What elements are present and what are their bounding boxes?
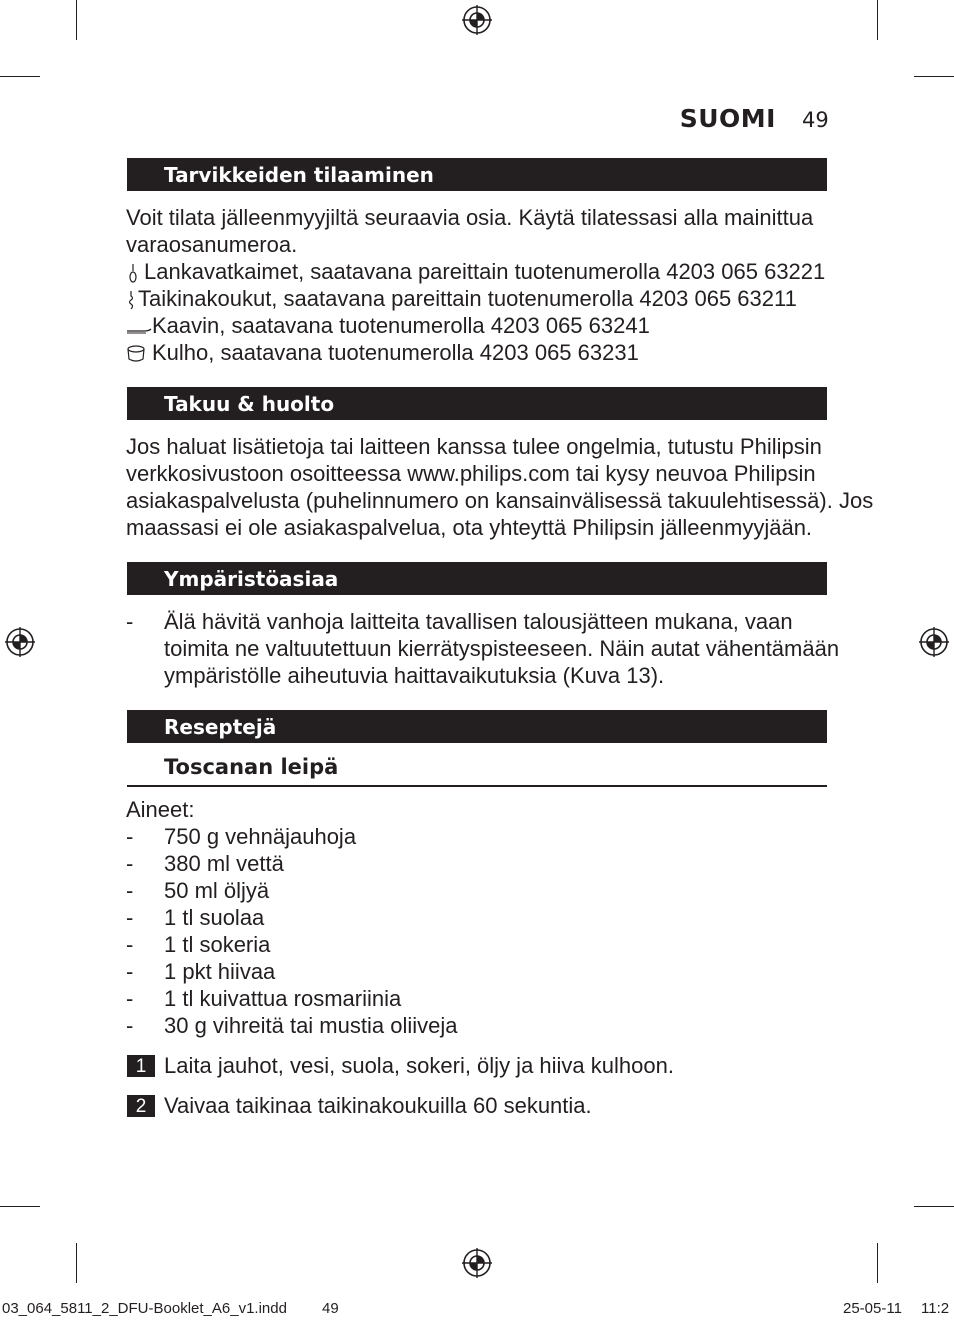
ingredient-item: 750 g vehnäjauhoja <box>164 824 357 849</box>
list-dash: - <box>126 1013 134 1038</box>
step-number: 1 <box>127 1055 155 1077</box>
footer-time: 11:2 <box>921 1300 950 1317</box>
list-item-text: Kulho, saatavana tuotenumerolla 4203 065 63231 <box>152 340 639 365</box>
section-title: Ympäristöasiaa <box>164 567 339 591</box>
ingredient-item: 380 ml vettä <box>164 851 284 876</box>
list-item <box>126 312 650 339</box>
paragraph-line: asiakaspalvelusta (puhelinnumero on kansainvälisessä takuulehtisessä). Jos <box>126 488 874 513</box>
dough-hook-icon <box>126 290 136 310</box>
paragraph-line: varaosanumeroa. <box>126 232 298 257</box>
registration-mark-icon <box>462 1248 492 1278</box>
ingredient-item: 1 tl kuivattua rosmariinia <box>164 986 402 1011</box>
crop-mark <box>76 1243 77 1283</box>
crop-mark <box>76 0 77 40</box>
list-dash: - <box>126 824 134 849</box>
list-item-text: Kaavin, saatavana tuotenumerolla 4203 065 63241 <box>152 313 650 338</box>
list-dash: - <box>126 878 134 903</box>
footer-date: 25-05-11 <box>843 1300 902 1317</box>
registration-mark-icon <box>5 627 35 657</box>
list-item-text: Lankavatkaimet, saatavana pareittain tuotenumerolla 4203 065 63221 <box>144 259 826 284</box>
list-item <box>126 258 825 285</box>
ingredient-item: 1 tl suolaa <box>164 905 265 930</box>
registration-mark-icon <box>919 627 949 657</box>
section-title: Takuu & huolto <box>164 392 335 416</box>
footer-file-page: 49 <box>322 1300 339 1317</box>
step-number: 2 <box>127 1095 155 1117</box>
section-title: Reseptejä <box>164 715 277 739</box>
bowl-icon <box>126 344 146 364</box>
paragraph-line: toimita ne valtuutettuun kierrätyspisteeseen. Näin autat vähentämään <box>164 636 840 661</box>
list-dash: - <box>126 609 134 634</box>
section-header-environment <box>127 562 827 595</box>
recipe-title-text: Toscanan leipä <box>164 755 339 779</box>
list-dash: - <box>126 905 134 930</box>
crop-mark <box>877 0 878 40</box>
ingredient-item: 1 pkt hiivaa <box>164 959 276 984</box>
list-dash: - <box>126 959 134 984</box>
paragraph-line: verkkosivustoon osoitteessa www.philips.com tai kysy neuvoa Philipsin <box>126 461 816 486</box>
paragraph-line: Voit tilata jälleenmyyjiltä seuraavia osia. Käytä tilatessasi alla mainittua <box>126 205 814 230</box>
spatula-icon <box>126 319 152 335</box>
ingredient-item: 1 tl sokeria <box>164 932 271 957</box>
footer-file-name: 03_064_5811_2_DFU-Booklet_A6_v1.indd <box>2 1300 287 1317</box>
crop-mark <box>914 76 954 77</box>
recipe-step <box>127 1052 674 1079</box>
list-dash: - <box>126 932 134 957</box>
language-heading: SUOMI <box>679 104 776 133</box>
registration-mark-icon <box>462 5 492 35</box>
paragraph-line: ympäristölle aiheutuvia haittavaikutuksia (Kuva 13). <box>164 663 665 688</box>
recipe-title <box>127 752 827 787</box>
page-number: 49 <box>802 108 829 132</box>
crop-mark <box>0 76 40 77</box>
list-dash: - <box>126 851 134 876</box>
recipe-step <box>127 1092 592 1119</box>
crop-mark <box>0 1206 40 1207</box>
list-item-text: Taikinakoukut, saatavana pareittain tuotenumerolla 4203 065 63211 <box>138 286 797 311</box>
paragraph-line: Jos haluat lisätietoja tai laitteen kanssa tulee ongelmia, tutustu Philipsin <box>126 434 822 459</box>
ingredient-item: 30 g vihreitä tai mustia oliiveja <box>164 1013 458 1038</box>
section-title: Tarvikkeiden tilaaminen <box>164 163 434 187</box>
paragraph-line: Älä hävitä vanhoja laitteita tavallisen talousjätteen mukana, vaan <box>164 609 793 634</box>
crop-mark <box>914 1206 954 1207</box>
section-header-guarantee <box>127 387 827 420</box>
ingredients-label: Aineet: <box>126 797 195 822</box>
step-text: Vaivaa taikinaa taikinakoukuilla 60 sekuntia. <box>164 1093 592 1118</box>
list-item <box>126 339 639 366</box>
whisk-icon <box>126 263 140 283</box>
paragraph-line: maassasi ei ole asiakaspalvelua, ota yhteyttä Philipsin jälleenmyyjään. <box>126 515 813 540</box>
section-header-recipes <box>127 710 827 743</box>
ingredient-item: 50 ml öljyä <box>164 878 270 903</box>
section-header-ordering <box>127 158 827 191</box>
list-item <box>126 285 797 312</box>
crop-mark <box>877 1243 878 1283</box>
list-dash: - <box>126 986 134 1011</box>
step-text: Laita jauhot, vesi, suola, sokeri, öljy ja hiiva kulhoon. <box>164 1053 674 1078</box>
